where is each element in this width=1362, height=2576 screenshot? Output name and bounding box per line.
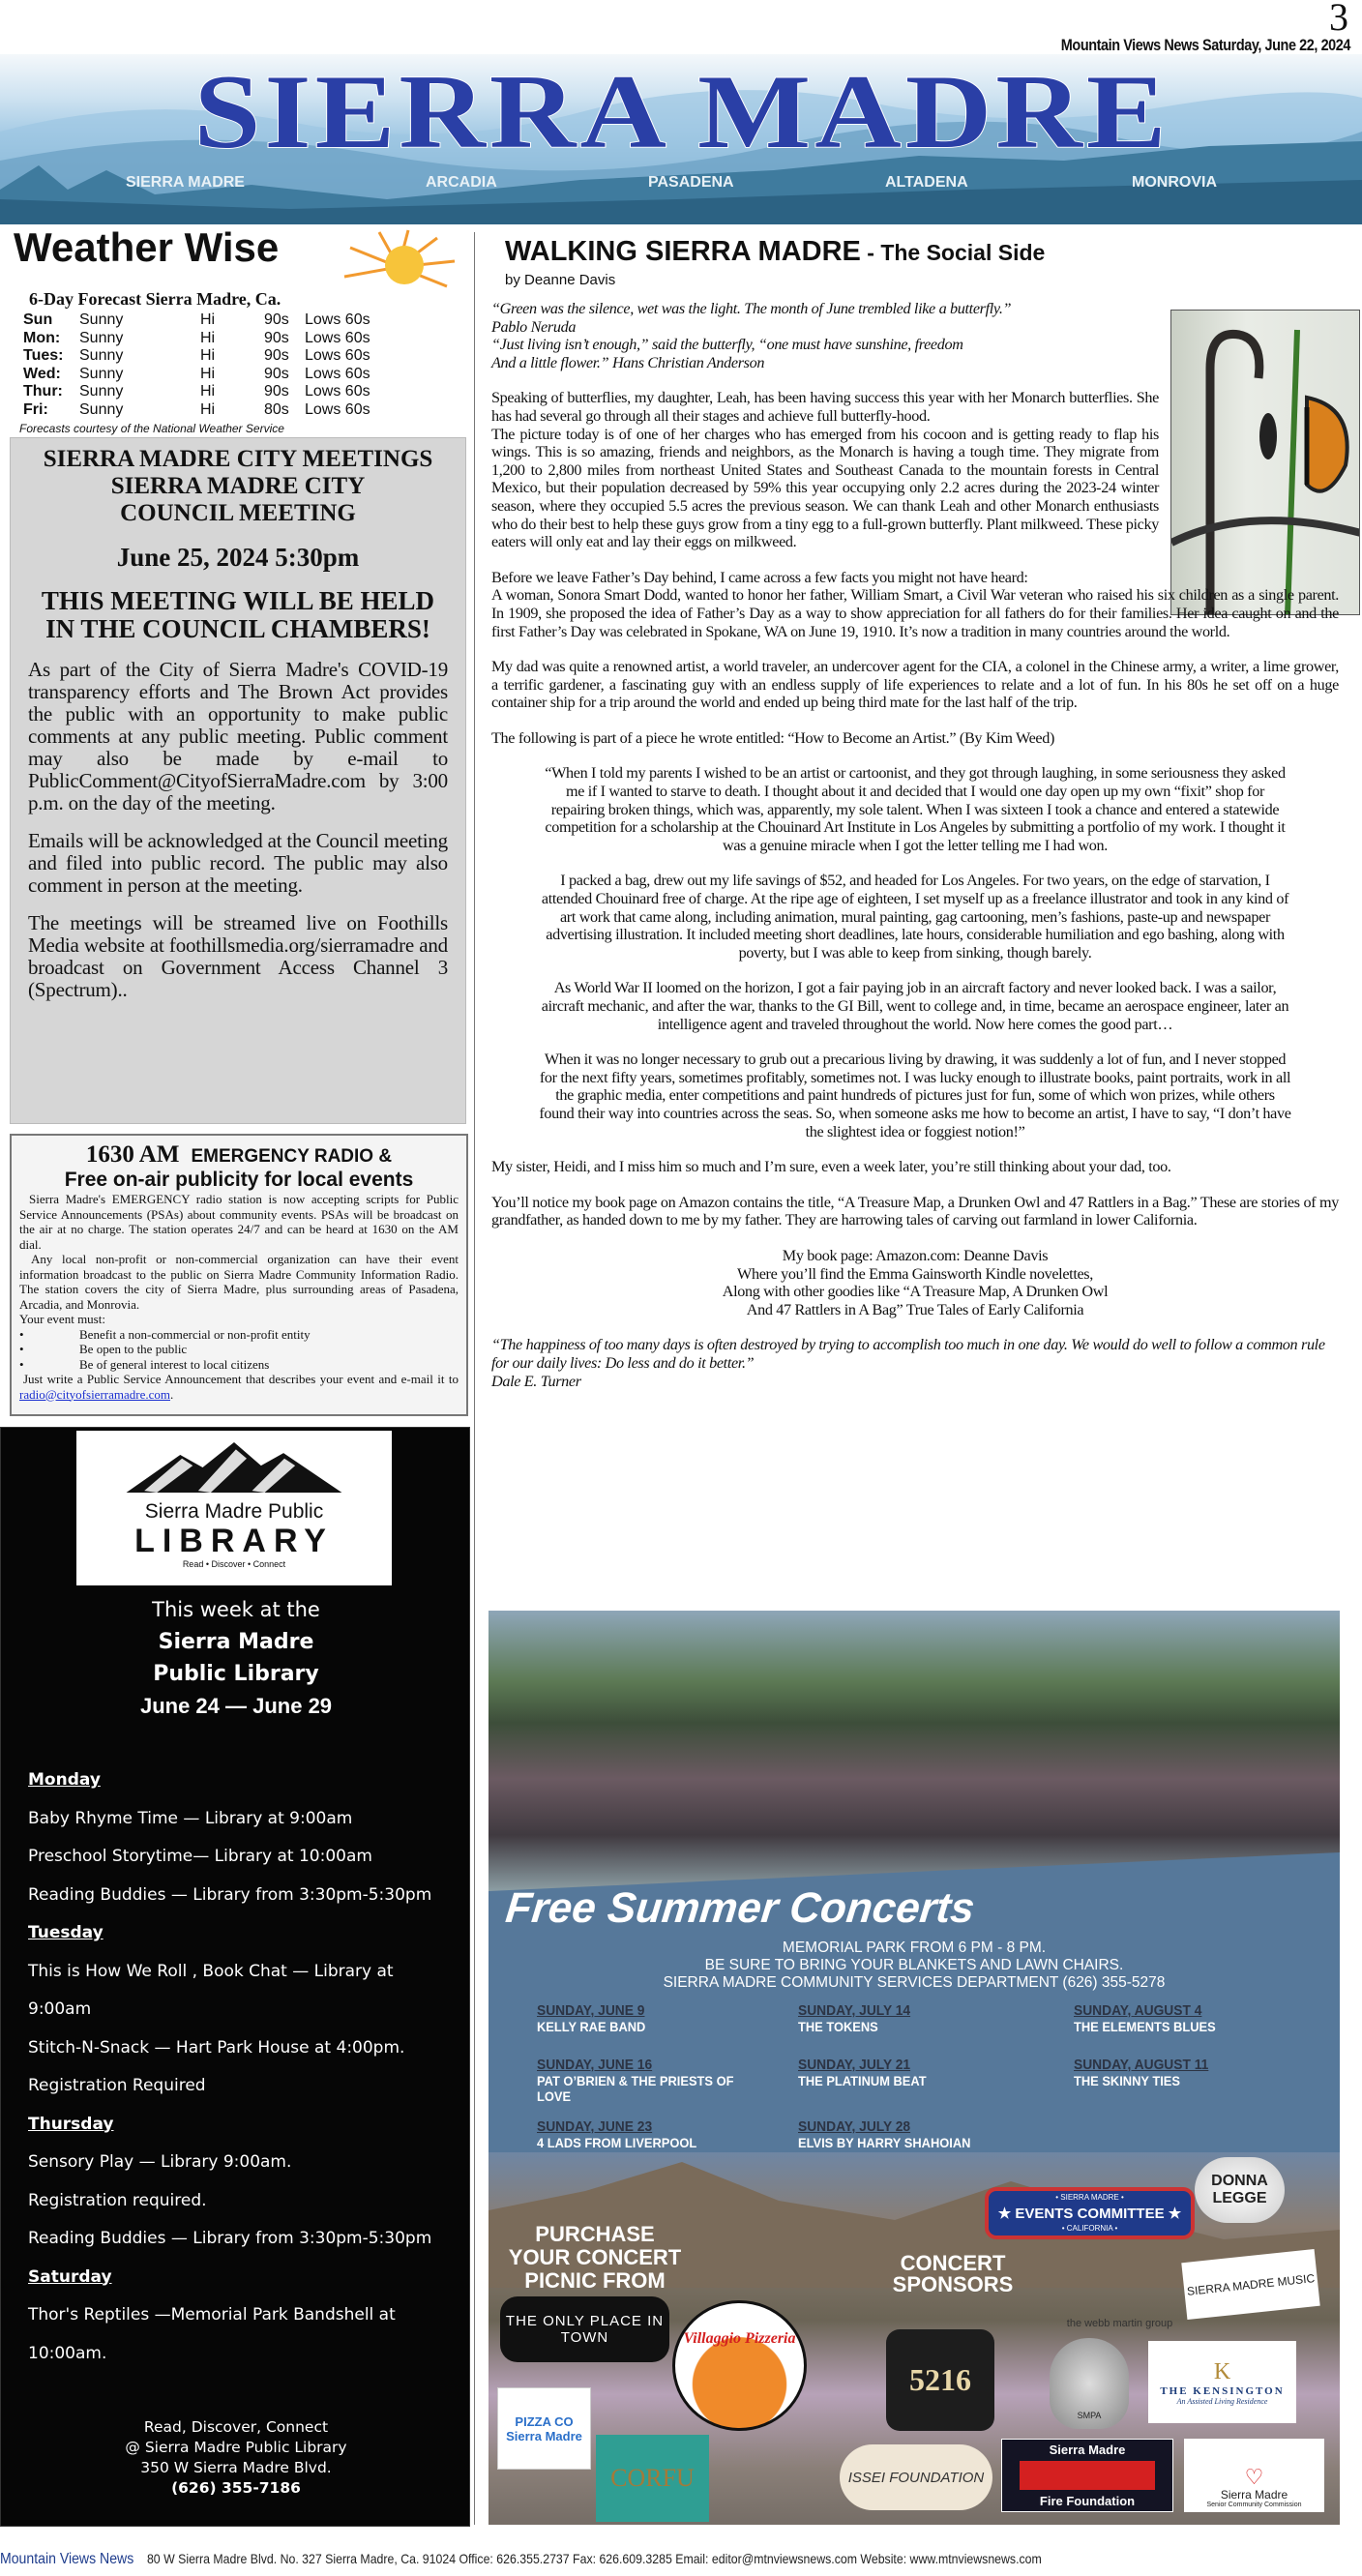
concert-listing bbox=[537, 2118, 751, 2150]
concert-crowd-photo bbox=[489, 1611, 1340, 1891]
forecast-day: Thur: bbox=[23, 383, 63, 400]
kensington-logo bbox=[1148, 2341, 1296, 2423]
concert-date: SUNDAY, JUNE 9 bbox=[537, 2002, 645, 2019]
forecast-day: Wed: bbox=[23, 365, 61, 382]
council-paragraph: The meetings will be streamed live on Foothills Media website at foothillsmedia.org/sierramadre and broadcast on Government Access Channel 3 (Spectrum).. bbox=[28, 911, 448, 1001]
concert-listing bbox=[1074, 2057, 1288, 2088]
library-event: Sensory Play — Library 9:00am. bbox=[28, 2152, 292, 2172]
concert-band: THE ELEMENTS BLUES bbox=[1074, 2019, 1216, 2034]
concerts-subline: MEMORIAL PARK FROM 6 PM - 8 PM. bbox=[782, 1939, 1047, 1956]
villaggio-pizzeria-logo: Villaggio Pizzeria bbox=[672, 2300, 807, 2431]
meeting-date: June 25, 2024 5:30pm bbox=[116, 543, 360, 572]
donna-legge-logo: DONNA LEGGE bbox=[1195, 2157, 1285, 2223]
radio-bullet: • Be open to the public bbox=[19, 1342, 459, 1357]
forecast-row bbox=[23, 383, 370, 401]
forecast-temp: 90s bbox=[264, 329, 289, 346]
masthead-city: ALTADENA bbox=[885, 174, 968, 191]
article-paragraph: The following is part of a piece he wrote entitled: “How to Become an Artist.” (By Kim Weed) bbox=[491, 728, 1055, 747]
radio-paragraph: Any local non-profit or non-commercial organization can have their event information broadcast to the public on Sierra Madre Community Information Radio. The station covers the city of Sierra Madre, plus surrounding areas of Pasadena, Arcadia, and Monrovia. bbox=[19, 1252, 459, 1312]
library-event: Registration Required bbox=[28, 2076, 206, 2095]
logo-text: Senior Community Commission bbox=[1206, 2502, 1302, 2508]
library-event: Registration required. bbox=[28, 2190, 207, 2210]
library-event: Preschool Storytime— Library at 10:00am bbox=[28, 1847, 372, 1866]
logo-text: ★ EVENTS COMMITTEE ★ bbox=[997, 2206, 1182, 2222]
quote-author: Pablo Neruda bbox=[491, 317, 577, 336]
library-event: Baby Rhyme Time — Library at 9:00am bbox=[28, 1808, 353, 1828]
sun-icon bbox=[340, 228, 457, 292]
forecast-cond: Sunny bbox=[79, 347, 124, 364]
article-title-main: WALKING SIERRA MADRE bbox=[505, 236, 861, 267]
library-event: This is How We Roll , Book Chat — Library at 9:00am bbox=[28, 1961, 394, 2019]
library-week-line: This week at the bbox=[152, 1598, 320, 1621]
library-name: Public Library bbox=[153, 1662, 319, 1686]
forecast-cond: Sunny bbox=[79, 400, 124, 418]
library-logo-main: LIBRARY bbox=[134, 1523, 334, 1559]
concert-band: THE TOKENS bbox=[798, 2019, 878, 2034]
library-event: Thor's Reptiles —Memorial Park Bandshell at 10:00am. bbox=[28, 2305, 396, 2363]
concerts-title: Free Summer Concerts bbox=[503, 1884, 977, 1932]
forecast-row bbox=[23, 347, 370, 366]
forecast-cond: Sunny bbox=[79, 383, 124, 400]
article-body bbox=[491, 300, 1339, 1407]
library-event: Stitch-N-Snack — Hart Park House at 4:00pm. bbox=[28, 2037, 405, 2058]
forecast-low: Lows 60s bbox=[305, 400, 370, 418]
masthead-city: ARCADIA bbox=[426, 174, 497, 191]
concert-date: SUNDAY, JUNE 16 bbox=[537, 2057, 653, 2073]
meeting-notice: THIS MEETING WILL BE HELD IN THE COUNCIL CHAMBERS! bbox=[41, 586, 435, 643]
library-logo-tagline: Read • Discover • Connect bbox=[182, 1559, 286, 1569]
quote: “Green was the silence, wet was the light. The month of June trembled like a butterfly.” bbox=[491, 300, 1012, 317]
quote-author: Dale E. Turner bbox=[491, 1372, 581, 1390]
logo-text: Sierra Madre bbox=[1049, 2443, 1126, 2457]
emergency-radio-box bbox=[10, 1134, 468, 1416]
library-footer-line: 350 W Sierra Madre Blvd. bbox=[140, 2459, 332, 2476]
library-phone: (626) 355-7186 bbox=[171, 2479, 301, 2497]
mountain-books-icon bbox=[118, 1442, 350, 1493]
footer-info: 80 W Sierra Madre Blvd. No. 327 Sierra Madre, Ca. 91024 Office: 626.355.2737 Fax: 626.609.3285 Email: editor@mtnviewsnews.com Website: www.mtnviewsnews.com bbox=[146, 2551, 1042, 2566]
forecast-hi: Hi bbox=[200, 400, 216, 418]
library-day-heading: Monday bbox=[28, 1770, 101, 1790]
concert-band: 4 LADS FROM LIVERPOOL bbox=[537, 2135, 697, 2150]
article-paragraph: My sister, Heidi, and I miss him so much and I’m sure, even a week later, you’re still thinking about your dad, too. bbox=[491, 1158, 1171, 1176]
logo-text: • CALIFORNIA • bbox=[1061, 2224, 1118, 2233]
article-paragraph: Speaking of butterflies, my daughter, Leah, has been having success this year with her Monarch butterflies. She has had several go through all their stages and achieve full butterfly-hood. bbox=[491, 389, 1159, 425]
forecast-hi: Hi bbox=[200, 365, 216, 382]
weather-title: Weather Wise bbox=[14, 224, 280, 270]
forecast-row bbox=[23, 366, 370, 384]
library-event: Reading Buddies — Library from 3:30pm-5:30pm bbox=[28, 1884, 432, 1905]
masthead-city: SIERRA MADRE bbox=[126, 174, 245, 191]
concert-sponsors-label: CONCERT SPONSORS bbox=[892, 2251, 1014, 2296]
article-paragraph: My dad was quite a renowned artist, a world traveler, an undercover agent for the CIA, a colonel in the Chinese army, a writer, a lime grower, a terrific gardener, a fascinating guy with an endless supply of life experiences to relate and a lot of fun. In his 80s he set off on a huge container ship for a trip around the world and ended up being third mate for the last half of the trip. bbox=[491, 658, 1339, 712]
forecast-day: Sun bbox=[23, 311, 53, 328]
radio-email-link[interactable]: radio@cityofsierramadre.com bbox=[19, 1386, 170, 1402]
concert-schedule bbox=[537, 2002, 1311, 2157]
article-paragraph: You’ll notice my book page on Amazon contains the title, “A Treasure Map, a Drunken Owl and 47 Rattlers in a Bag.” These are stories of my grandfather, as handed down to me by my father. They are harrowing tales of carving out farmland in lower California. bbox=[491, 1193, 1339, 1229]
concert-listing bbox=[798, 2057, 1012, 2088]
fire-wagon-icon bbox=[1020, 2461, 1155, 2490]
forecast-row bbox=[23, 311, 370, 330]
council-paragraph: As part of the City of Sierra Madre's COVID-19 transparency efforts and The Brown Act provides the public with an opportunity to make public comments at any public meeting. Public comment may also be made by e-mail to PublicComment@CityofSierraMadre.com by 3:00 p.m. on the day of the meeting. bbox=[28, 658, 448, 814]
forecast-day: Mon: bbox=[23, 329, 61, 346]
concert-date: SUNDAY, JULY 21 bbox=[798, 2057, 911, 2073]
artist-quote-paragraph: As World War II loomed on the horizon, I got a fair paying job in an aircraft factory and never looked back. I was a sailor, aircraft mechanic, and after the war, thanks to the GI Bill, went to college and, in time, became an aerospace engineer, later an intelligence agent and traveled throughout the world. Now here comes the good part… bbox=[541, 979, 1289, 1033]
article-paragraph: A woman, Sonora Smart Dodd, wanted to honor her father, William Smart, a Civil War veteran who raised his six children as a single parent. In 1909, she proposed the idea of Father’s Day as a way to show appreciation for all fathers do for their families. Her idea caught on and the first Father’s Day was celebrated in Spokane, WA on June 19, 1910. It’s now a tradition in many countries around the world. bbox=[491, 586, 1339, 640]
forecast-title: 6-Day Forecast Sierra Madre, Ca. bbox=[29, 289, 281, 309]
forecast-temp: 90s bbox=[264, 365, 289, 382]
radio-bullet: • Be of general interest to local citizens bbox=[19, 1357, 459, 1373]
heart-icon: ♡ bbox=[1244, 2465, 1264, 2489]
kensington-k-icon: K bbox=[1213, 2358, 1231, 2384]
article-title bbox=[505, 236, 1045, 269]
forecast-cond: Sunny bbox=[79, 311, 124, 328]
forecast-table bbox=[23, 311, 370, 419]
library-day-heading: Thursday bbox=[28, 2114, 114, 2134]
logo-text: • SIERRA MADRE • bbox=[1055, 2193, 1124, 2202]
book-line: And 47 Rattlers in A Bag” True Tales of Early California bbox=[746, 1300, 1084, 1318]
concert-date: SUNDAY, AUGUST 4 bbox=[1074, 2002, 1202, 2019]
city-meetings-box bbox=[10, 437, 466, 1124]
masthead-city: PASADENA bbox=[648, 174, 734, 191]
library-logo-top: Sierra Madre Public bbox=[144, 1500, 324, 1523]
logo-text: An Assisted Living Residence bbox=[1176, 2396, 1268, 2406]
senior-commission-logo bbox=[1184, 2439, 1324, 2512]
concert-listing bbox=[537, 2002, 751, 2034]
masthead-city: MONROVIA bbox=[1132, 174, 1217, 191]
page-number: 3 bbox=[1329, 0, 1348, 39]
corfu-logo: CORFU bbox=[596, 2435, 709, 2522]
punctuation: . bbox=[170, 1386, 174, 1402]
events-committee-logo bbox=[985, 2187, 1195, 2239]
sierra-madre-music-logo: SIERRA MADRE MUSIC bbox=[1181, 2249, 1319, 2320]
logo-text: THE KENSINGTON bbox=[1160, 2384, 1285, 2397]
article-paragraph: Before we leave Father’s Day behind, I came across a few facts you might not have heard: bbox=[491, 568, 1028, 586]
concert-band: THE PLATINUM BEAT bbox=[798, 2073, 927, 2088]
article-byline: by Deanne Davis bbox=[505, 272, 616, 288]
quote: And a little flower.” Hans Christian Anderson bbox=[491, 353, 765, 371]
logo-text: Fire Foundation bbox=[1039, 2494, 1136, 2508]
radio-subtitle: Free on-air publicity for local events bbox=[64, 1169, 414, 1191]
book-line: Where you’ll find the Emma Gainsworth Kindle novelettes, bbox=[737, 1264, 1093, 1283]
radio-frequency: 1630 AM bbox=[85, 1141, 180, 1168]
local-5216-logo: 5216 bbox=[886, 2329, 994, 2431]
only-place-in-town-logo: THE ONLY PLACE IN TOWN bbox=[500, 2296, 669, 2362]
pizza-co-logo: PIZZA CO Sierra Madre bbox=[497, 2387, 591, 2470]
concert-listing bbox=[798, 2118, 1012, 2150]
summer-concerts-ad bbox=[489, 1611, 1340, 2525]
library-day-heading: Saturday bbox=[28, 2266, 112, 2287]
forecast-low: Lows 60s bbox=[305, 365, 370, 382]
logo-text: Sierra Madre bbox=[1220, 2488, 1288, 2502]
council-paragraph: Emails will be acknowledged at the Council meeting and filed into public record. The public may also comment in person at the meeting. bbox=[28, 829, 448, 897]
book-line: Along with other goodies like “A Treasure Map, A Drunken Owl bbox=[722, 1283, 1109, 1301]
forecast-day: Tues: bbox=[23, 347, 64, 364]
artist-quote-paragraph: “When I told my parents I wished to be an artist or cartoonist, and they got through laughing, in some seriousness they asked me if I wanted to starve to death. I thought about it and decided that I would one day open up my own “fixit” shop for repairing broken things, which was, apparently, my sole talent. When I was sixteen I took a chance and entered a statewide competition for a scholarship at the Chouinard Art Institute in Los Angeles by submitting a portfolio of my work. I thought it was a genuine miracle when I got the letter telling me I had won. bbox=[545, 764, 1286, 854]
council-heading: SIERRA MADRE CITY bbox=[110, 473, 366, 499]
radio-paragraph: Sierra Madre's EMERGENCY radio station is now accepting scripts for Public Service Announcements (PSAs) about community events. PSAs will be broadcast on the air at no charge. The station operates 24/7 and can be heard at 1630 on the AM dial. bbox=[19, 1192, 459, 1252]
forecast-temp: 80s bbox=[264, 400, 289, 418]
library-name: Sierra Madre bbox=[158, 1630, 314, 1654]
forecast-day: Fri: bbox=[23, 400, 48, 418]
book-line: My book page: Amazon.com: Deanne Davis bbox=[782, 1246, 1049, 1264]
quote: “Just living isn’t enough,” said the butterfly, “one must have sunshine, freedom bbox=[491, 336, 963, 354]
forecast-cond: Sunny bbox=[79, 329, 124, 346]
page-footer bbox=[0, 2551, 1199, 2568]
forecast-note: Forecasts courtesy of the National Weather Service bbox=[19, 422, 284, 435]
dateline: Mountain Views News Saturday, June 22, 2024 bbox=[1060, 36, 1350, 54]
concert-date: SUNDAY, JUNE 23 bbox=[537, 2118, 653, 2135]
webb-martin-logo: the webb martin group bbox=[1066, 2318, 1173, 2329]
library-footer-line: Read, Discover, Connect bbox=[143, 2418, 329, 2436]
article-title-sub: - The Social Side bbox=[860, 240, 1046, 265]
concerts-subline: BE SURE TO BRING YOUR BLANKETS AND LAWN CHAIRS. bbox=[704, 1957, 1124, 1973]
police-association-logo: SMPA bbox=[1050, 2338, 1129, 2429]
library-event: Reading Buddies — Library from 3:30pm-5:30pm bbox=[28, 2229, 432, 2248]
concert-date: SUNDAY, JULY 14 bbox=[798, 2002, 911, 2019]
concert-band: ELVIS BY HARRY SHAHOIAN bbox=[798, 2135, 971, 2150]
council-heading: SIERRA MADRE CITY MEETINGS bbox=[43, 446, 433, 472]
forecast-low: Lows 60s bbox=[305, 383, 370, 400]
forecast-hi: Hi bbox=[200, 311, 216, 328]
radio-bullet: • Benefit a non-commercial or non-profit entity bbox=[19, 1327, 459, 1343]
library-box bbox=[0, 1427, 470, 2527]
forecast-row bbox=[23, 330, 370, 348]
artist-quote-paragraph: When it was no longer necessary to grub out a precarious living by drawing, it was suddenly a lot of fun, and I never stopped for the next fifty years, sometimes profitably, sometimes not. I was lucky enough to illustrate books, paint portraits, work in all the graphic media, enter competitions and paint hundreds of pictures just for fun, some of which won prizes, while others found their way into countries across the seas. So, when someone asks me how to become an artist, I have to say, “I don’t have the slightest idea or foggiest notion!” bbox=[539, 1051, 1291, 1140]
concert-listing bbox=[1074, 2002, 1288, 2034]
fire-foundation-logo bbox=[1001, 2439, 1173, 2512]
column-divider bbox=[474, 232, 475, 2525]
council-heading: COUNCIL MEETING bbox=[120, 500, 356, 526]
concert-date: SUNDAY, JULY 28 bbox=[798, 2118, 911, 2135]
issei-foundation-logo: ISSEI FOUNDATION bbox=[840, 2444, 992, 2510]
forecast-cond: Sunny bbox=[79, 365, 124, 382]
concerts-subline: SIERRA MADRE COMMUNITY SERVICES DEPARTMENT (626) 355-5278 bbox=[663, 1974, 1166, 1991]
forecast-temp: 90s bbox=[264, 311, 289, 328]
forecast-temp: 90s bbox=[264, 383, 289, 400]
forecast-low: Lows 60s bbox=[305, 347, 370, 364]
forecast-temp: 90s bbox=[264, 347, 289, 364]
forecast-low: Lows 60s bbox=[305, 329, 370, 346]
masthead-title: SIERRA MADRE bbox=[193, 54, 1170, 170]
concert-band: PAT O’BRIEN & THE PRIESTS OF LOVE bbox=[537, 2073, 734, 2104]
library-dates: June 24 — June 29 bbox=[139, 1694, 333, 1718]
radio-must: Your event must: bbox=[19, 1312, 105, 1326]
forecast-hi: Hi bbox=[200, 329, 216, 346]
forecast-row bbox=[23, 401, 370, 420]
artist-quote-paragraph: I packed a bag, drew out my life savings of $52, and headed for Los Angeles. For two years, on the edge of starvation, I attended Chouinard free of charge. At the ripe age of eighteen, I set myself up as a freelance illustrator and took in any kind of art work that came along, including animation, mural painting, gag cartooning, men’s fashions, paste-up and newspaper advertising illustration. It included meeting short deadlines, late hours, considerable humiliation and ego bashing, along with poverty, but I was able to keep from sinking, though barely. bbox=[541, 872, 1289, 962]
library-day-heading: Tuesday bbox=[28, 1923, 104, 1942]
concert-date: SUNDAY, AUGUST 11 bbox=[1074, 2057, 1209, 2073]
forecast-hi: Hi bbox=[200, 347, 216, 364]
concert-listing bbox=[798, 2002, 1012, 2034]
closing-quote: “The happiness of too many days is often destroyed by trying to accomplish too much in one day. We would do well to follow a common rule for our daily lives: Do less and do it better.” bbox=[491, 1336, 1325, 1372]
concert-band: THE SKINNY TIES bbox=[1074, 2073, 1180, 2088]
footer-paper-name: Mountain Views News bbox=[0, 2551, 134, 2567]
concert-listing bbox=[537, 2057, 751, 2104]
masthead-banner bbox=[0, 54, 1362, 224]
library-logo bbox=[76, 1431, 392, 1585]
library-schedule bbox=[28, 1762, 454, 2373]
forecast-low: Lows 60s bbox=[305, 311, 370, 328]
radio-paragraph: Just write a Public Service Announcement that describes your event and e-mail it to bbox=[23, 1372, 459, 1386]
library-footer-line: @ Sierra Madre Public Library bbox=[125, 2439, 347, 2456]
radio-title: EMERGENCY RADIO & bbox=[191, 1146, 393, 1167]
purchase-picnic-label: PURCHASE YOUR CONCERT PICNIC FROM bbox=[508, 2222, 682, 2293]
article-paragraph: The picture today is of one of her charges who has emerged from his cocoon and is getting ready to flap his wings. This is so amazing, friends and neighbors, as the Monarch is having a tough time. They migrate from 1,200 to 2,800 miles from northeast United States and Southeast Canada to the mountain forests in Central Mexico, but their population decreased by 59% this year occupying only 2.2 acres during the 2023-24 winter season, where they occupied 5.5 acres the previous season. We can thank Leah and other Monarch enthusiasts who do their best to help these guys grow from a tiny egg to a full-grown butterfly. Plant milkweed. These picky eaters will only eat and lay their eggs on milkweed. bbox=[491, 425, 1159, 551]
forecast-hi: Hi bbox=[200, 383, 216, 400]
concert-band: KELLY RAE BAND bbox=[537, 2019, 646, 2034]
